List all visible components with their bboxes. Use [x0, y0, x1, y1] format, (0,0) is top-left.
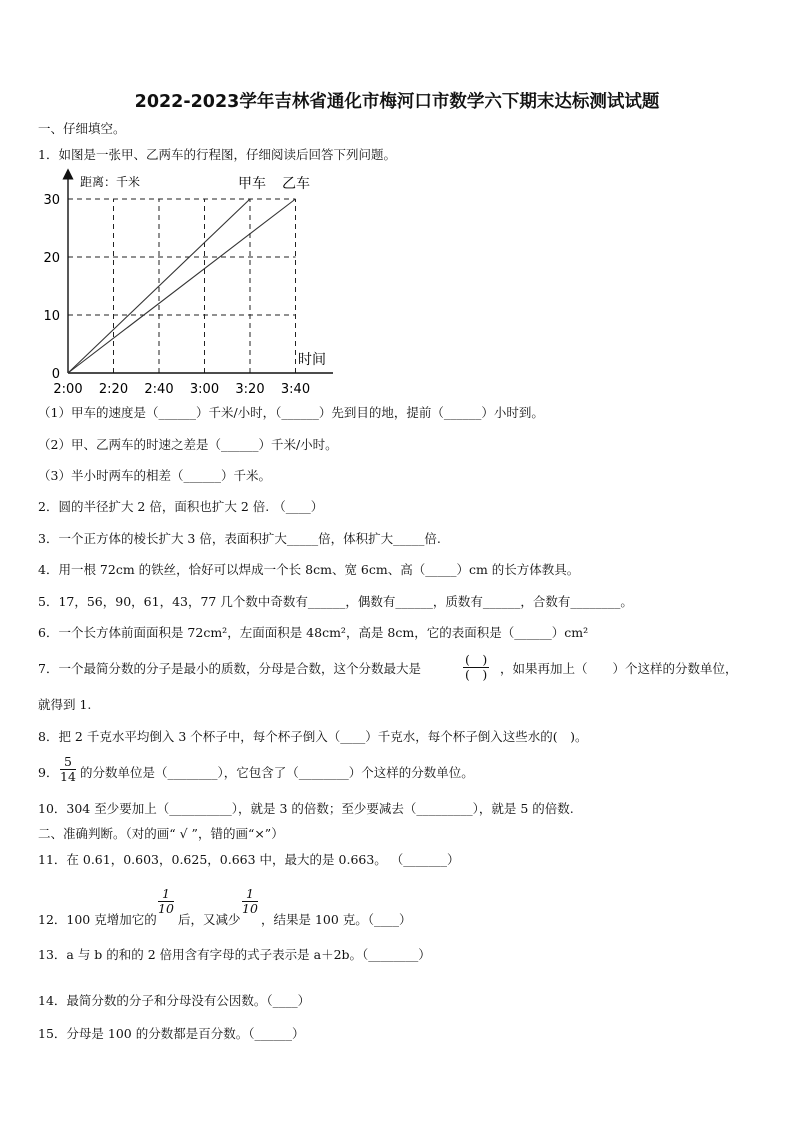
- series-label-b: 乙车: [282, 176, 310, 192]
- y-tick-label: 30: [43, 193, 60, 208]
- fraction-denominator: 14: [60, 769, 76, 784]
- fraction-denominator: 10: [158, 901, 174, 916]
- series-label-a: 甲车: [238, 176, 266, 192]
- question-1-1: （1）甲车的速度是（______）千米/小时，（______）先到目的地，提前（______）小时到。: [38, 405, 544, 420]
- question-7-part-b: ，如果再加上（ ）个这样的分数单位，: [500, 661, 738, 676]
- question-12-part-c: ，结果是 100 克。（____）: [261, 912, 412, 927]
- question-7-fraction: [463, 653, 489, 682]
- y-tick-label: 20: [43, 251, 60, 266]
- question-3: 3．一个正方体的棱长扩大 3 倍，表面积扩大_____倍，体积扩大_____倍.: [38, 531, 441, 546]
- question-5: 5．17，56，90，61，43，77 几个数中奇数有______，偶数有______，质数有______，合数有________。: [38, 594, 633, 609]
- question-9: 的分数单位是（________），它包含了（________）个这样的分数单位。: [80, 765, 474, 780]
- question-1-3: （3）半小时两车的相差（______）千米。: [38, 468, 271, 483]
- x-tick-label: 2:00: [53, 382, 83, 397]
- x-tick-label: 3:00: [189, 382, 220, 397]
- section-heading-2: 二、准确判断。（对的画“ √ ”，错的画“×”）: [38, 826, 284, 841]
- question-12-fraction-2: [242, 887, 258, 916]
- y-tick-label: 0: [51, 367, 60, 382]
- question-7-part-a: 7．一个最简分数的分子是最小的质数，分母是合数，这个分数最大是: [38, 661, 421, 676]
- fraction-denominator: ( ): [465, 667, 488, 682]
- question-14: 14．最简分数的分子和分母没有公因数。（____）: [38, 993, 311, 1008]
- series-line: [68, 199, 296, 373]
- x-tick-label: 3:40: [280, 382, 311, 397]
- question-13: 13．a 与 b 的和的 2 倍用含有字母的式子表示是 a＋2b。（________）: [38, 947, 431, 962]
- x-tick-label: 2:20: [98, 382, 129, 397]
- question-9-fraction: [60, 755, 76, 784]
- question-1: 1．如图是一张甲、乙两车的行程图，仔细阅读后回答下列问题。: [38, 147, 396, 162]
- x-tick-label: 3:20: [235, 382, 265, 397]
- question-12-part-a: 12．100 克增加它的: [38, 912, 157, 927]
- fraction-numerator: 1: [158, 887, 174, 902]
- question-12-part-b: 后，又减少: [178, 912, 241, 927]
- question-6: 6．一个长方体前面面积是 72cm²，左面面积是 48cm²，高是 8cm，它的表面积是（______）cm²: [38, 625, 589, 640]
- question-10: 10．304 至少要加上（__________），就是 3 的倍数；至少要减去（_________），就是 5 的倍数.: [38, 801, 574, 816]
- question-2: 2．圆的半径扩大 2 倍，面积也扩大 2 倍. （____）: [38, 499, 324, 514]
- section-heading-1: 一、仔细填空。: [38, 121, 126, 136]
- y-axis-label: 距离：千米: [80, 175, 141, 189]
- question-8: 8．把 2 千克水平均倒入 3 个杯子中，每个杯子倒入（____）千克水，每个杯子倒入这些水的( )。: [38, 729, 588, 744]
- y-tick-label: 10: [43, 309, 60, 324]
- fraction-numerator: 5: [60, 755, 76, 770]
- question-11: 11．在 0.61，0.603，0.625，0.663 中，最大的是 0.663。 （_______）: [38, 852, 460, 867]
- question-7-part-c: 就得到 1.: [38, 697, 92, 712]
- question-12-fraction-1: [158, 887, 174, 916]
- question-9-number: 9．: [38, 765, 59, 780]
- question-1-2: （2）甲、乙两车的时速之差是（______）千米/小时。: [38, 437, 338, 452]
- fraction-denominator: 10: [242, 901, 258, 916]
- fraction-numerator: ( ): [465, 652, 488, 667]
- fraction-numerator: 1: [242, 887, 258, 902]
- travel-graph: [40, 168, 340, 400]
- question-4: 4．用一根 72cm 的铁丝，恰好可以焊成一个长 8cm、宽 6cm、高（_____）cm 的长方体教具。: [38, 562, 580, 577]
- question-15: 15．分母是 100 的分数都是百分数。（______）: [38, 1026, 305, 1041]
- x-axis-label: 时间: [298, 352, 326, 368]
- page-title: 2022-2023学年吉林省通化市梅河口市数学六下期末达标测试试题: [134, 92, 660, 112]
- x-tick-label: 2:40: [144, 382, 174, 397]
